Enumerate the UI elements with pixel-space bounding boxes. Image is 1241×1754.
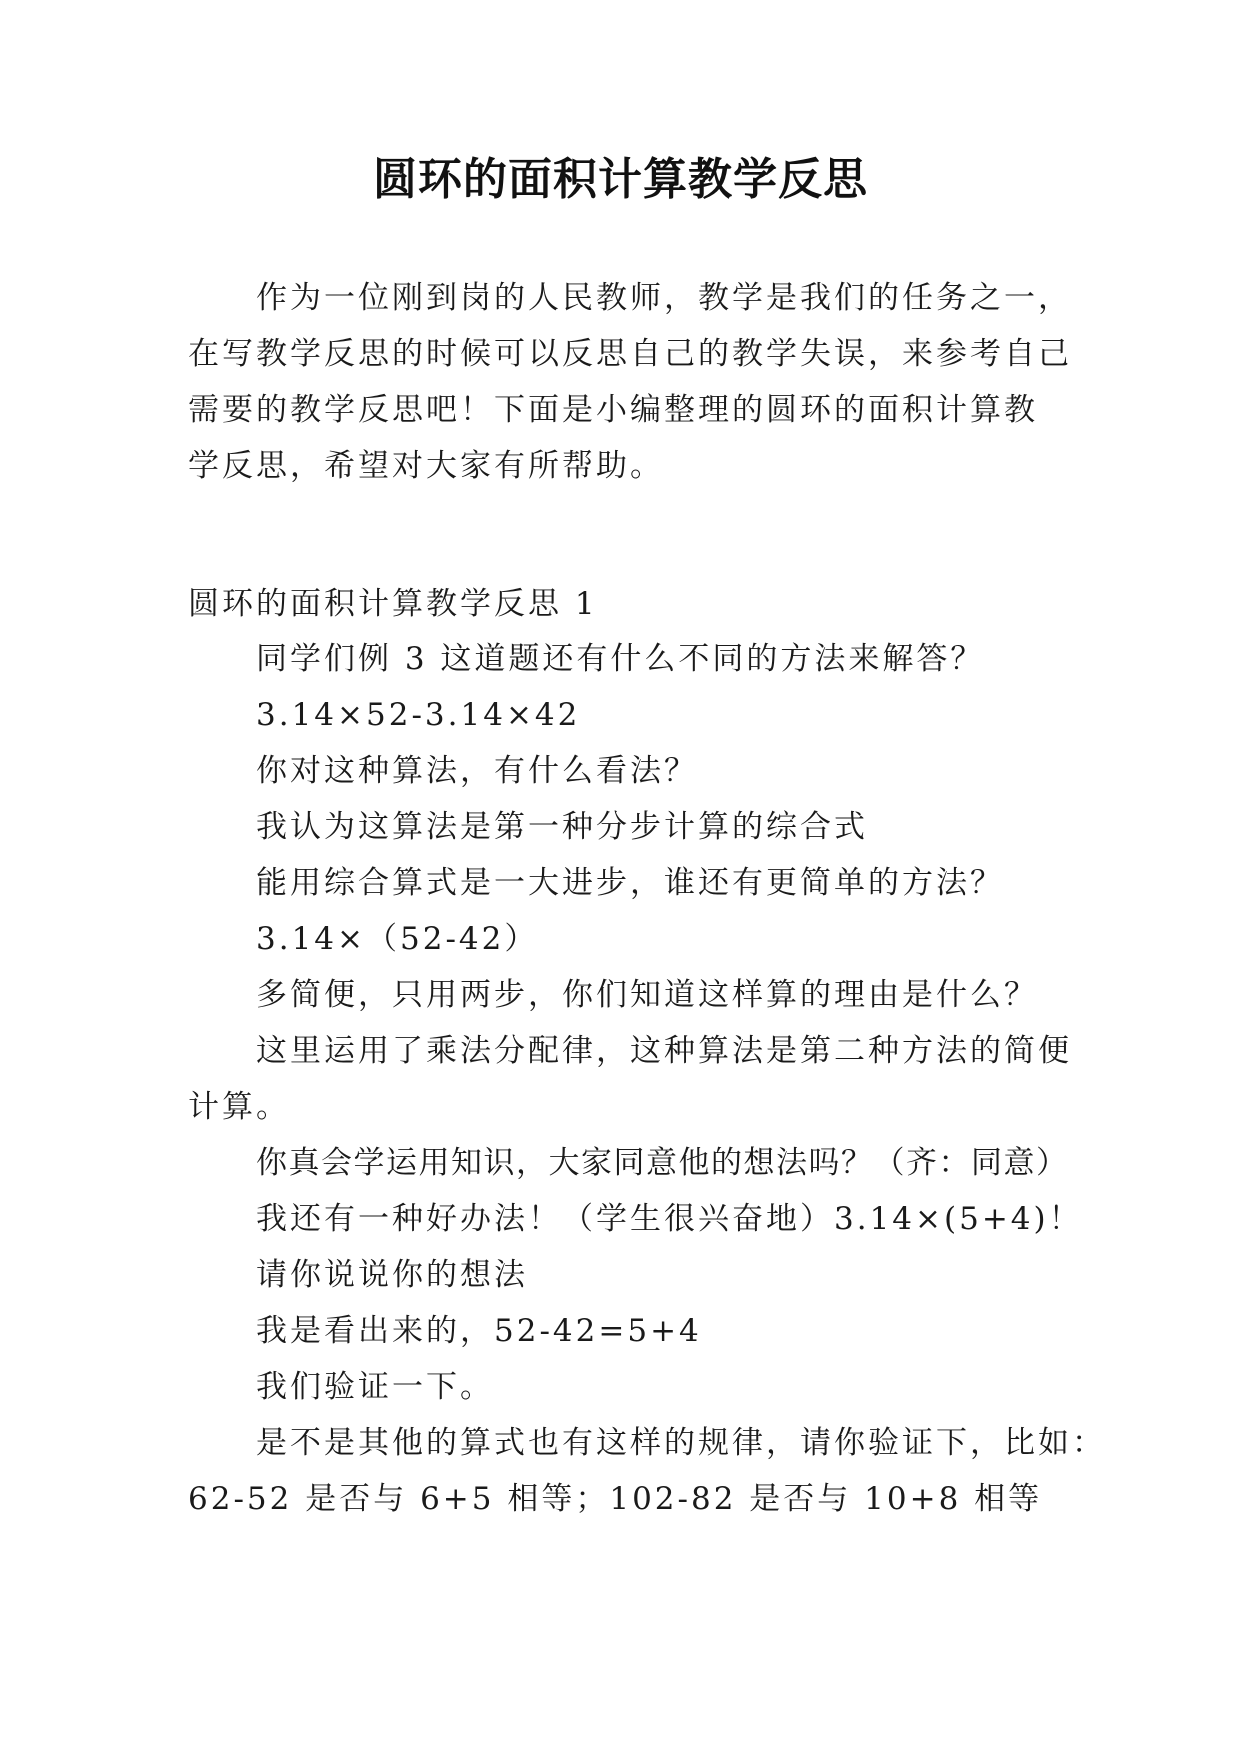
intro-line-4: 学反思，希望对大家有所帮助。: [188, 448, 664, 484]
body-line: 3.14×52-3.14×42: [256, 697, 581, 733]
body-line: 请你说说你的想法: [256, 1257, 528, 1293]
intro-line-2: 在写教学反思的时候可以反思自己的教学失误，来参考自己: [188, 336, 1072, 372]
body-line: 同学们例 3 这道题还有什么不同的方法来解答？: [256, 641, 985, 677]
body-line: 能用综合算式是一大进步，谁还有更简单的方法？: [256, 865, 1004, 901]
body-line: 我是看出来的，52-42=5+4: [256, 1313, 702, 1349]
body-line: 多简便，只用两步，你们知道这样算的理由是什么？: [256, 977, 1038, 1013]
body-line: 你真会学运用知识，大家同意他的想法吗？（齐：同意）: [256, 1145, 1069, 1181]
intro-line-1: 作为一位刚到岗的人民教师，教学是我们的任务之一，: [256, 280, 1072, 316]
body-line: 我还有一种好办法！（学生很兴奋地）3.14×(5+4)！: [256, 1201, 1083, 1237]
body-line: 我认为这算法是第一种分步计算的综合式: [256, 809, 868, 845]
body-line: 你对这种算法，有什么看法？: [256, 753, 698, 789]
body-line: 是不是其他的算式也有这样的规律，请你验证下，比如：: [256, 1425, 1106, 1461]
body-line: 这里运用了乘法分配律，这种算法是第二种方法的简便: [256, 1033, 1072, 1069]
intro-line-3: 需要的教学反思吧！下面是小编整理的圆环的面积计算教: [188, 392, 1038, 428]
body-line: 62-52 是否与 6+5 相等；102-82 是否与 10+8 相等: [188, 1481, 1043, 1517]
body-line: 我们验证一下。: [256, 1369, 494, 1405]
body-line: 3.14×（52-42）: [256, 921, 539, 957]
section-heading: 圆环的面积计算教学反思 1: [188, 586, 598, 622]
document-title: 圆环的面积计算教学反思: [373, 154, 868, 205]
body-line: 计算。: [188, 1089, 290, 1125]
